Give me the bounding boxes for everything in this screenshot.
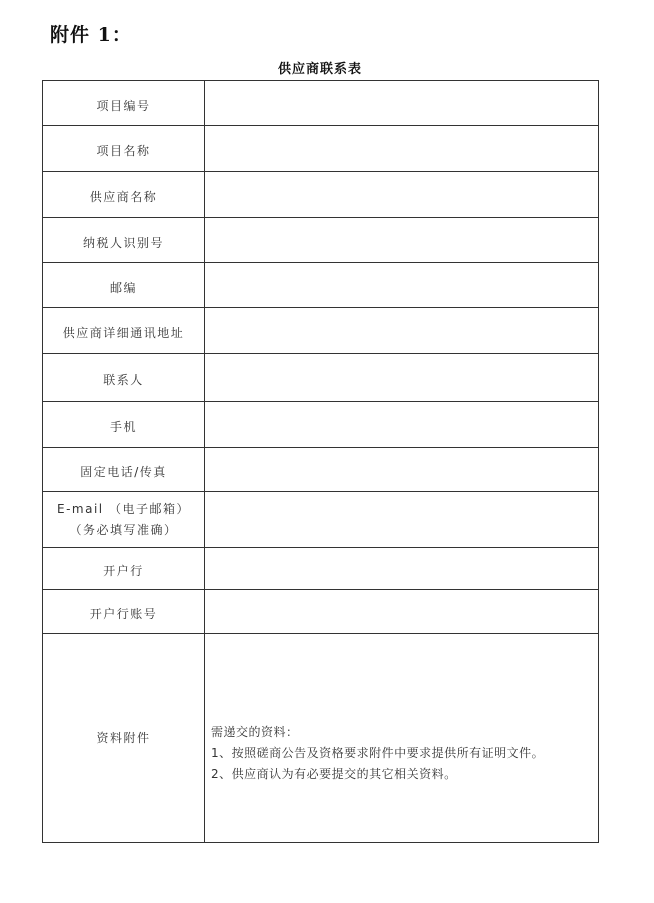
row-mobile: [43, 402, 599, 448]
row-project-name: [43, 126, 599, 172]
address-field[interactable]: [205, 308, 599, 354]
row-contact-person: [43, 354, 599, 402]
attachments-item-2: 2、供应商认为有必要提交的其它相关资料。: [211, 766, 457, 781]
attachments-label: 资料附件: [96, 730, 151, 745]
supplier-name-label: 供应商名称: [89, 190, 158, 204]
label-cell: [43, 634, 205, 843]
label-cell: [43, 492, 205, 548]
mobile-field[interactable]: [205, 402, 599, 448]
label-cell: [43, 308, 205, 354]
label-cell: [43, 448, 205, 492]
label-cell: [43, 590, 205, 634]
attachments-item-1: 1、按照磋商公告及资格要求附件中要求提供所有证明文件。: [211, 745, 545, 760]
attachments-heading: 需递交的资料：: [211, 724, 299, 739]
supplier-name-field[interactable]: [205, 172, 599, 218]
project-name-label: 项目名称: [96, 144, 151, 158]
taxpayer-id-field[interactable]: [205, 218, 599, 263]
project-number-label: 项目编号: [96, 98, 151, 113]
project-number-field[interactable]: [205, 81, 599, 126]
label-cell: [43, 354, 205, 402]
supplier-contact-table: [42, 80, 599, 843]
attachment-label: 附件 1：: [50, 24, 132, 46]
taxpayer-id-label: 纳税人识别号: [82, 235, 164, 250]
label-cell: [43, 218, 205, 263]
row-bank-account: [43, 590, 599, 634]
row-bank: [43, 548, 599, 590]
contact-person-field[interactable]: [205, 354, 599, 402]
form-title: 供应商联系表: [277, 62, 362, 77]
row-project-number: [43, 81, 599, 126]
postal-code-label: 邮编: [109, 280, 137, 295]
row-email: [43, 492, 599, 548]
label-cell: [43, 81, 205, 126]
row-supplier-name: [43, 172, 599, 218]
label-cell: [43, 126, 205, 172]
bank-account-label: 开户行账号: [89, 607, 158, 621]
email-label: E-mail （电子邮箱）: [57, 501, 190, 516]
row-taxpayer-id: [43, 218, 599, 263]
row-attachments: [43, 634, 599, 843]
contact-person-label: 联系人: [103, 373, 144, 387]
mobile-label: 手机: [109, 420, 137, 434]
project-name-field[interactable]: [205, 126, 599, 172]
label-cell: [43, 402, 205, 448]
label-cell: [43, 548, 205, 590]
phone-fax-field[interactable]: [205, 448, 599, 492]
bank-field[interactable]: [205, 548, 599, 590]
email-field[interactable]: [205, 492, 599, 548]
email-note-label: （务必填写准确）: [69, 522, 178, 537]
postal-code-field[interactable]: [205, 263, 599, 308]
row-address: [43, 308, 599, 354]
label-cell: [43, 263, 205, 308]
bank-account-field[interactable]: [205, 590, 599, 634]
label-cell: [43, 172, 205, 218]
row-phone-fax: [43, 448, 599, 492]
address-label: 供应商详细通讯地址: [62, 326, 185, 340]
row-postal-code: [43, 263, 599, 308]
attachments-notes: [205, 634, 599, 843]
phone-fax-label: 固定电话/传真: [80, 465, 167, 479]
bank-label: 开户行: [103, 564, 144, 578]
